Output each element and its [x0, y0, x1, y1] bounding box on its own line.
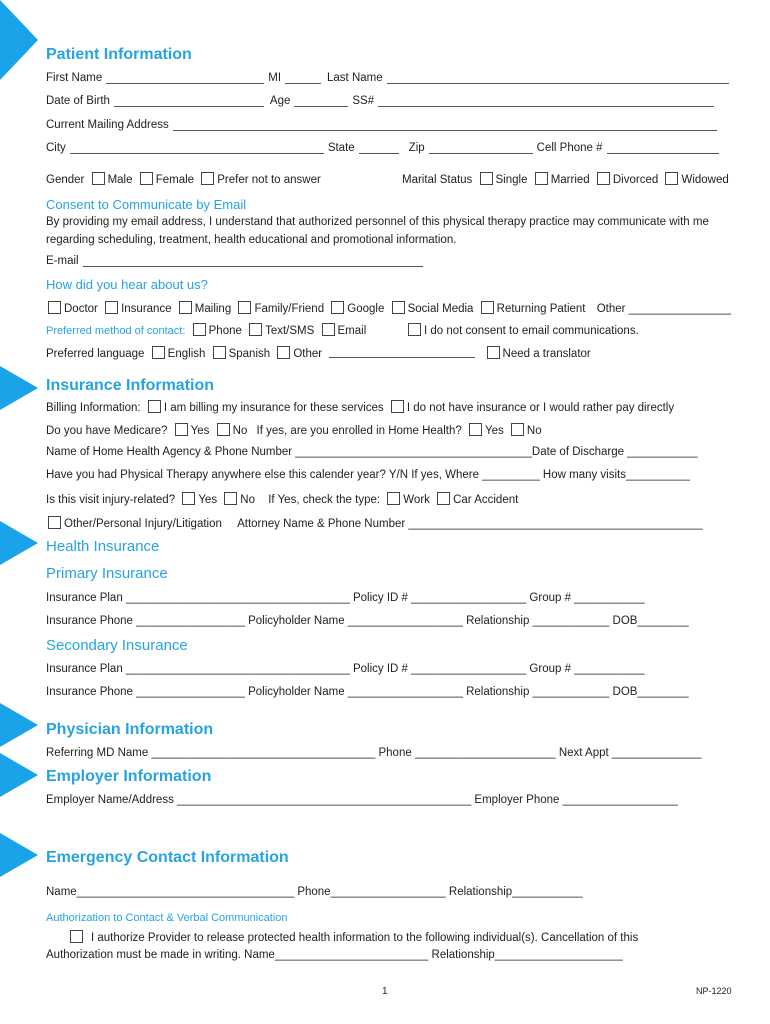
- marital-label: Marital Status: [402, 174, 473, 186]
- city-field[interactable]: [70, 142, 324, 154]
- secondary-insurance-heading: Secondary Insurance: [46, 637, 188, 654]
- arrow-decoration: [0, 0, 38, 80]
- primary-plan-row[interactable]: Insurance Plan ___________________________________ Policy ID # __________________ Group # ___________: [46, 592, 645, 604]
- arrow-decoration: [0, 833, 38, 877]
- english-checkbox[interactable]: [152, 346, 165, 359]
- medicare-yes-checkbox[interactable]: [175, 423, 188, 436]
- prefer-not-label: Prefer not to answer: [217, 174, 321, 186]
- section-heading-emergency: Emergency Contact Information: [46, 849, 289, 866]
- ssn-label: SS#: [352, 95, 375, 107]
- state-field[interactable]: [359, 142, 399, 154]
- physician-row[interactable]: Referring MD Name ___________________________________ Phone ______________________ Next Appt ______________: [46, 747, 702, 759]
- employer-row[interactable]: Employer Name/Address ______________________________________________ Employer Phone __________________: [46, 794, 678, 806]
- injury-row: [46, 492, 518, 506]
- widowed-checkbox[interactable]: [665, 172, 678, 185]
- single-label: Single: [495, 174, 528, 186]
- language-row: [46, 346, 591, 360]
- medicare-label: Do you have Medicare?: [46, 425, 168, 437]
- no-consent-label: I do not consent to email communications.: [424, 325, 639, 337]
- email-contact-label: Email: [337, 325, 367, 337]
- email-row: [46, 255, 427, 267]
- dob-label: Date of Birth: [46, 95, 110, 107]
- section-heading-health: Health Insurance: [46, 538, 160, 555]
- zip-label: Zip: [408, 142, 425, 154]
- gender-label: Gender: [46, 174, 85, 186]
- spanish-label: Spanish: [228, 348, 271, 360]
- medicare-no-checkbox[interactable]: [217, 423, 230, 436]
- car-accident-label: Car Accident: [453, 494, 519, 506]
- female-label: Female: [155, 174, 195, 186]
- section-heading-insurance: Insurance Information: [46, 377, 215, 394]
- other-injury-row: [44, 516, 703, 530]
- arrow-decoration: [0, 366, 38, 410]
- doctor-label: Doctor: [64, 303, 98, 315]
- social-label: Social Media: [407, 303, 474, 315]
- home-health-agency-row[interactable]: Name of Home Health Agency & Phone Number _____________________________________Date of Discharge ___________: [46, 446, 698, 458]
- primary-insurance-heading: Primary Insurance: [46, 565, 168, 582]
- dob-row: [46, 95, 718, 107]
- billing-self-label: I am billing my insurance for these services: [163, 402, 384, 414]
- attorney-field[interactable]: Attorney Name & Phone Number ______________________________________________: [237, 518, 703, 530]
- other-field[interactable]: Other ________________: [596, 303, 732, 315]
- primary-phone-row[interactable]: Insurance Phone _________________ Policyholder Name __________________ Relationship ____________ DOB________: [46, 615, 689, 627]
- prefer-not-checkbox[interactable]: [201, 172, 214, 185]
- form-code: NP-1220: [696, 986, 732, 996]
- family-checkbox[interactable]: [238, 301, 251, 314]
- family-label: Family/Friend: [254, 303, 325, 315]
- divorced-checkbox[interactable]: [597, 172, 610, 185]
- pt-elsewhere-row[interactable]: Have you had Physical Therapy anywhere else this calender year? Y/N If yes, Where _________ How many visits__________: [46, 469, 690, 481]
- city-row: [46, 142, 723, 154]
- section-heading-employer: Employer Information: [46, 768, 212, 785]
- translator-label: Need a translator: [502, 348, 591, 360]
- text-checkbox[interactable]: [249, 323, 262, 336]
- translator-checkbox[interactable]: [487, 346, 500, 359]
- phone-checkbox[interactable]: [193, 323, 206, 336]
- name-row: [46, 72, 733, 84]
- hear-heading: How did you hear about us?: [46, 277, 208, 292]
- other-language-label: Other: [293, 348, 323, 360]
- injury-yes-checkbox[interactable]: [182, 492, 195, 505]
- billing-none-checkbox[interactable]: [391, 400, 404, 413]
- ssn-field[interactable]: [378, 95, 714, 107]
- work-checkbox[interactable]: [387, 492, 400, 505]
- mailing-label: Mailing: [194, 303, 232, 315]
- mi-label: MI: [268, 72, 282, 84]
- mailing-checkbox[interactable]: [179, 301, 192, 314]
- check-type-label: If Yes, check the type:: [268, 494, 381, 506]
- english-label: English: [167, 348, 206, 360]
- mailing-label: Current Mailing Address: [46, 119, 169, 131]
- google-label: Google: [347, 303, 385, 315]
- consent-heading: Consent to Communicate by Email: [46, 197, 247, 212]
- widowed-label: Widowed: [681, 174, 729, 186]
- email-label: E-mail: [46, 255, 79, 267]
- hear-options-row: [44, 301, 731, 315]
- other-language-checkbox[interactable]: [277, 346, 290, 359]
- mailing-row: [46, 119, 721, 131]
- city-label: City: [46, 142, 66, 154]
- mi-field[interactable]: [285, 72, 321, 84]
- billing-label: Billing Information:: [46, 402, 141, 414]
- male-label: Male: [107, 174, 133, 186]
- authorization-line-2[interactable]: Authorization must be made in writing. Name________________________ Relationship____________________: [46, 949, 623, 961]
- married-checkbox[interactable]: [535, 172, 548, 185]
- age-field[interactable]: [294, 95, 348, 107]
- arrow-decoration: [0, 753, 38, 797]
- returning-checkbox[interactable]: [481, 301, 494, 314]
- billing-row: [46, 400, 674, 414]
- page-number: 1: [382, 986, 388, 997]
- injury-yes-label: Yes: [198, 494, 218, 506]
- other-language-field[interactable]: [329, 346, 475, 358]
- last-name-field[interactable]: [387, 72, 729, 84]
- phone-label: Phone: [208, 325, 242, 337]
- authorization-text: I authorize Provider to release protected health information to the following individual(s). Cancellation of this: [91, 932, 639, 944]
- male-checkbox[interactable]: [92, 172, 105, 185]
- other-injury-label: Other/Personal Injury/Litigation: [64, 518, 222, 530]
- emergency-row[interactable]: Name__________________________________ Phone__________________ Relationship___________: [46, 886, 583, 898]
- female-checkbox[interactable]: [140, 172, 153, 185]
- other-injury-checkbox[interactable]: [48, 516, 61, 529]
- medicare-row: [46, 423, 542, 437]
- authorization-heading: Authorization to Contact & Verbal Communication: [46, 912, 288, 924]
- no-consent-row: [404, 323, 639, 337]
- doctor-checkbox[interactable]: [48, 301, 61, 314]
- no-consent-checkbox[interactable]: [408, 323, 421, 336]
- first-name-field[interactable]: [106, 72, 264, 84]
- secondary-phone-row[interactable]: Insurance Phone _________________ Policyholder Name __________________ Relationship ____________ DOB________: [46, 686, 689, 698]
- arrow-decoration: [0, 703, 38, 747]
- work-label: Work: [403, 494, 430, 506]
- dob-field[interactable]: [114, 95, 264, 107]
- secondary-plan-row[interactable]: Insurance Plan ___________________________________ Policy ID # __________________ Group # ___________: [46, 663, 645, 675]
- email-field[interactable]: [83, 255, 423, 267]
- zip-field[interactable]: [429, 142, 533, 154]
- social-checkbox[interactable]: [392, 301, 405, 314]
- google-checkbox[interactable]: [331, 301, 344, 314]
- state-label: State: [327, 142, 355, 154]
- home-health-label: If yes, are you enrolled in Home Health?: [256, 425, 462, 437]
- marital-row: [402, 172, 729, 186]
- injury-label: Is this visit injury-related?: [46, 494, 176, 506]
- insurance-label: Insurance: [121, 303, 172, 315]
- last-name-label: Last Name: [327, 72, 383, 84]
- authorization-checkbox[interactable]: [70, 930, 83, 943]
- section-heading-patient: Patient Information: [46, 46, 192, 63]
- preferred-contact-label: Preferred method of contact:: [46, 325, 186, 337]
- spanish-checkbox[interactable]: [213, 346, 226, 359]
- mailing-field[interactable]: [173, 119, 717, 131]
- returning-label: Returning Patient: [496, 303, 586, 315]
- cell-field[interactable]: [607, 142, 719, 154]
- home-health-yes-checkbox[interactable]: [469, 423, 482, 436]
- insurance-checkbox[interactable]: [105, 301, 118, 314]
- consent-text: By providing my email address, I understand that authorized personnel of this physical therapy practice may communicate with me regarding scheduling, treatment, health educational and promotional information.: [46, 216, 709, 246]
- home-health-no-checkbox[interactable]: [511, 423, 524, 436]
- section-heading-physician: Physician Information: [46, 721, 214, 738]
- contact-method-row: [46, 323, 366, 337]
- text-label: Text/SMS: [265, 325, 315, 337]
- single-checkbox[interactable]: [480, 172, 493, 185]
- married-label: Married: [550, 174, 590, 186]
- billing-self-checkbox[interactable]: [148, 400, 161, 413]
- email-contact-checkbox[interactable]: [322, 323, 335, 336]
- billing-none-label: I do not have insurance or I would rather pay directly: [406, 402, 675, 414]
- authorization-line-1: [70, 930, 638, 944]
- gender-row: [46, 172, 321, 186]
- home-health-no-label: No: [526, 425, 542, 437]
- medicare-no-label: No: [232, 425, 248, 437]
- medicare-yes-label: Yes: [190, 425, 210, 437]
- injury-no-checkbox[interactable]: [224, 492, 237, 505]
- divorced-label: Divorced: [612, 174, 659, 186]
- car-accident-checkbox[interactable]: [437, 492, 450, 505]
- first-name-label: First Name: [46, 72, 103, 84]
- age-label: Age: [269, 95, 291, 107]
- language-label: Preferred language: [46, 348, 145, 360]
- home-health-yes-label: Yes: [484, 425, 504, 437]
- injury-no-label: No: [240, 494, 255, 506]
- arrow-decoration: [0, 521, 38, 565]
- cell-label: Cell Phone #: [536, 142, 603, 154]
